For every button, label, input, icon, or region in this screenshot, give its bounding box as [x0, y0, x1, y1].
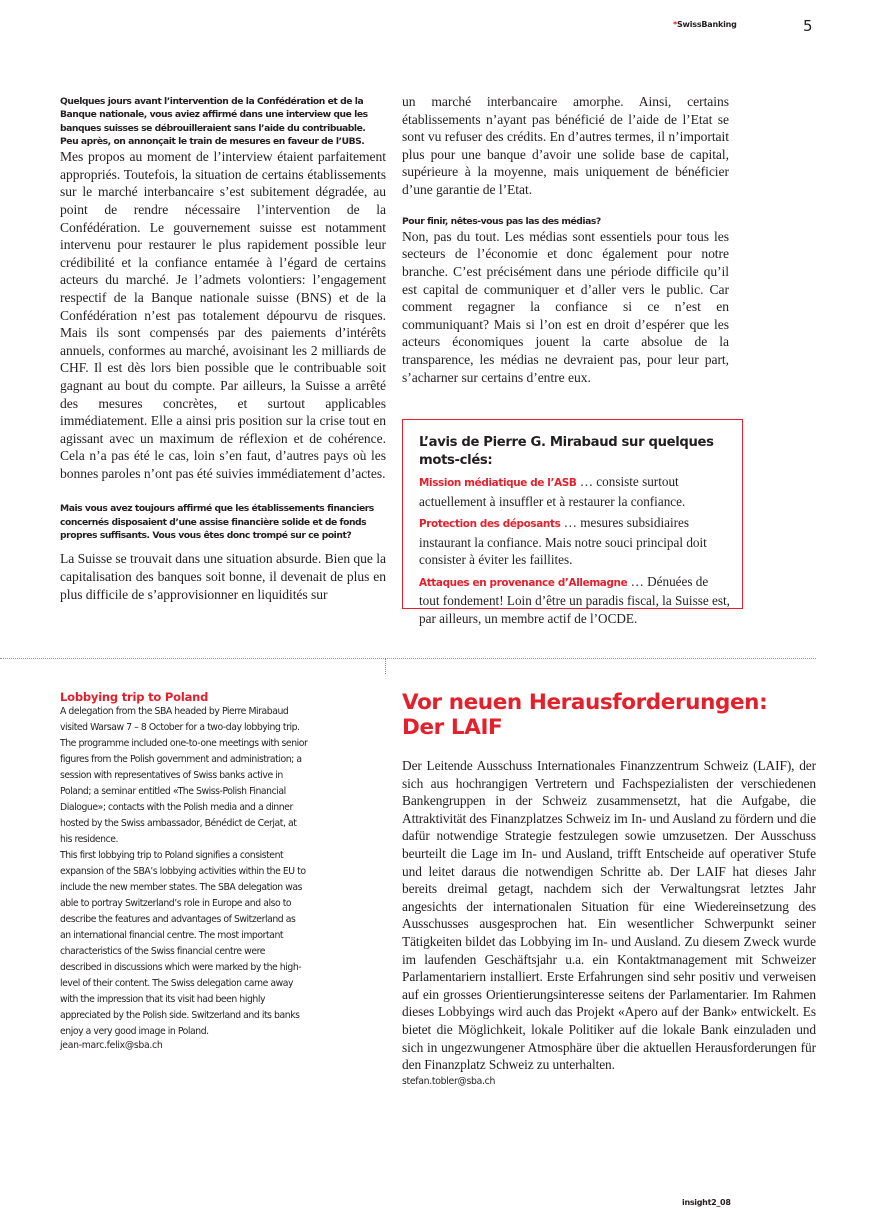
poland-title: Lobbying trip to Poland	[60, 690, 209, 704]
issue-footer: insight2_08	[682, 1198, 731, 1207]
laif-title	[402, 690, 816, 740]
keywords-box	[402, 419, 743, 626]
keyword-item	[419, 573, 730, 628]
column-divider	[385, 658, 386, 674]
keyword-label: Protection des déposants	[419, 518, 561, 530]
interview-answer-1: Mes propos au moment de l’interview étaient parfaitement appropriés. Toutefois, la situation de certains établissements sur le marché interbancaire s’est subitement dégradée, au point de rendre nécessaire l’intervention de la Confédération. Le gouvernement suisse est notamment intervenu pour restaurer le plus rapidement possible leur crédibilité et la confiance entamée à l’égard de certains acteurs du marché. Je l’admets volontiers: l’engagement respectif de la Banque nationale suisse (BNS) et de la Confédération n’est pas totalement dépourvu de risques. Mais ils sont compensés par des paiements d’intérêts annuels, conformes au marché, avoisinant les 2 milliards de CHF. Il est dès lors bien possible que le contribuable soit gagnant au bout du compte. Par ailleurs, la Suisse a arrêté des mesures concrètes, et surtout applicables immédiatement. Elle a ainsi pris position sur la crise tout en agissant avec un maximum de réflexion et de cohérence. Cela n’a pas été le cas, loin s’en faut, d’autres pays où les bonnes paroles n’ont pas été suivies immédiatement d’actes.	[60, 149, 386, 481]
page-number: 5	[803, 17, 813, 35]
poland-paragraph-2: This first lobbying trip to Poland signifies a consistent expansion of the SBA’s lobbying activities within the EU to include the new member states. The SBA delegation was able to portray Switzerland’s role in Europe and also to describe the features and advantages of Switzerland as an international financial centre. The most important characteristics of the Swiss financial centre were described in discussions which were marked by the high-level of their content. The Swiss delegation came away with the impression that its visit had been highly appreciated by the Polish side. Switzerland and its banks enjoy a very good image in Poland.	[60, 850, 306, 1037]
keyword-label: Mission médiatique de l’ASB	[419, 477, 577, 489]
interview-question-1: Quelques jours avant l’intervention de la Confédération et de la Banque nationale, vous aviez affirmé dans une interview que les banques suisses se débrouilleraient sans l’aide du contribuable. Peu après, on annonçait le train de mesures en faveur de l’UBS.	[60, 96, 368, 147]
keyword-text: … consiste surtout actuellement à insuffler et à restaurer la confiance.	[419, 474, 686, 509]
keyword-item	[419, 514, 730, 569]
laif-author-email[interactable]: stefan.tobler@sba.ch	[402, 1075, 496, 1087]
keyword-item	[419, 473, 730, 510]
interview-answer-2-part-1: La Suisse se trouvait dans une situation absurde. Bien que la capitalisation des banques soit bonne, il devenait de plus en plus difficile de s’approvisionner en liquidités sur	[60, 551, 386, 602]
brand-name: SwissBanking	[676, 20, 737, 29]
laif-title-line-1: Vor neuen Herausforderungen:	[402, 690, 768, 715]
interview-answer-3: Non, pas du tout. Les médias sont essentiels pour tous les secteurs de l’économie et donc également pour notre branche. C’est précisément dans une période difficile qu’il est capital de communiquer et d’aller vers le public. Car comment regagner la confiance si ce n’est en communiquant? Mais si l’on est en droit d’espérer que les acteurs économiques jouent la carte absolue de la transparence, les médias ne devraient pas, pour leur part, s’acharner sur certains d’entre eux.	[402, 228, 729, 385]
interview-answer-2-part-2: un marché interbancaire amorphe. Ainsi, certains établissements n’ayant pas bénéficié de l’aide de l’Etat se sont vu refuser des crédits. En d’autres termes, il n’importait plus pour une banque d’avoir une solide base de capital, supérieure à la moyenne, mais uniquement de bénéficier d’une garantie de l’Etat.	[402, 94, 729, 197]
laif-article	[402, 690, 816, 1087]
brand-star-icon: *	[673, 20, 677, 29]
laif-title-line-2: Der LAIF	[402, 715, 503, 740]
interview-question-2: Mais vous avez toujours affirmé que les établissements financiers concernés disposaient d’une assise financière solide et de fonds propres suffisants. Vous vous êtes donc trompé sur ce point?	[60, 503, 374, 542]
poland-article	[60, 690, 308, 1051]
interview-left-column	[60, 95, 386, 603]
interview-question-3: Pour finir, nêtes-vous pas las des médias?	[402, 215, 601, 227]
keyword-text: … mesures subsidiaires instaurant la confiance. Mais notre souci principal doit consister à éviter les faillites.	[419, 515, 707, 567]
keyword-text: … Dénuées de tout fondement! Loin d’être un paradis fiscal, la Suisse est, par ailleurs, un membre actif de l’OCDE.	[419, 573, 730, 626]
brand-logo	[673, 20, 737, 29]
interview-right-column	[402, 93, 729, 386]
poland-author-email[interactable]: jean-marc.felix@sba.ch	[60, 1040, 163, 1051]
poland-paragraph-1: A delegation from the SBA headed by Pierre Mirabaud visited Warsaw 7 – 8 October for a two-day lobbying trip. The programme included one-to-one meetings with senior figures from the Polish government and administration; a session with representatives of Swiss banks active in Poland; a seminar entitled «The Swiss-Polish Financial Dialogue»; contacts with the Polish media and a dinner hosted by the Swiss ambassador, Bénédict de Cerjat, at his residence.	[60, 706, 308, 845]
laif-body: Der Leitende Ausschuss Internationales Finanzzentrum Schweiz (LAIF), der sich aus hochrangigen Vertretern und Fachspezialisten der verschiedenen Bankengruppen in der Schweiz zusammensetzt, hat die Aufgabe, die Attraktivität des Finanzplatzes Schweiz im In- und Ausland zu fördern und die dafür notwendige Strategie festzulegen sowie umzusetzen. Der Ausschuss beurteilt die Lage im In- und Ausland, trifft Entscheide auf operativer Stufe und leitet daraus die notwendigen Schritte ab. Der LAIF hat dieses Jahr bereits dreimal getagt, nachdem sich der Verwaltungsrat letztes Jahr angesichts der internationalen Situation für eine Wiedereinsetzung des Ausschusses ausgesprochen hat. Ein wesentlicher Schwerpunkt seiner Tätigkeiten bildet das Lobbying im In- und Ausland. Zu diesem Zweck wurde im laufenden Geschäftsjahr u.a. ein Kontaktmanagement mit Schweizer Parlamentariern installiert. Erste Erfahrungen sind sehr positiv und verweisen auf ein grosses Orientierungsinteresse seitens der Parlamentarier. Im Rahmen dieses Lobbyings wird auch das Projekt «Apero auf der Bank» entwickelt. Es bietet die Möglichkeit, lokale Politiker auf die lokale Bank einzuladen und sich in ungezwungener Atmosphäre über die aktuellen Herausforderungen für den Finanzplatz Schweiz zu unterhalten.	[402, 758, 816, 1073]
keywords-box-title: L’avis de Pierre G. Mirabaud sur quelques mots-clés:	[419, 435, 714, 468]
keyword-label: Attaques en provenance d’Allemagne	[419, 576, 628, 589]
section-divider	[0, 658, 816, 659]
